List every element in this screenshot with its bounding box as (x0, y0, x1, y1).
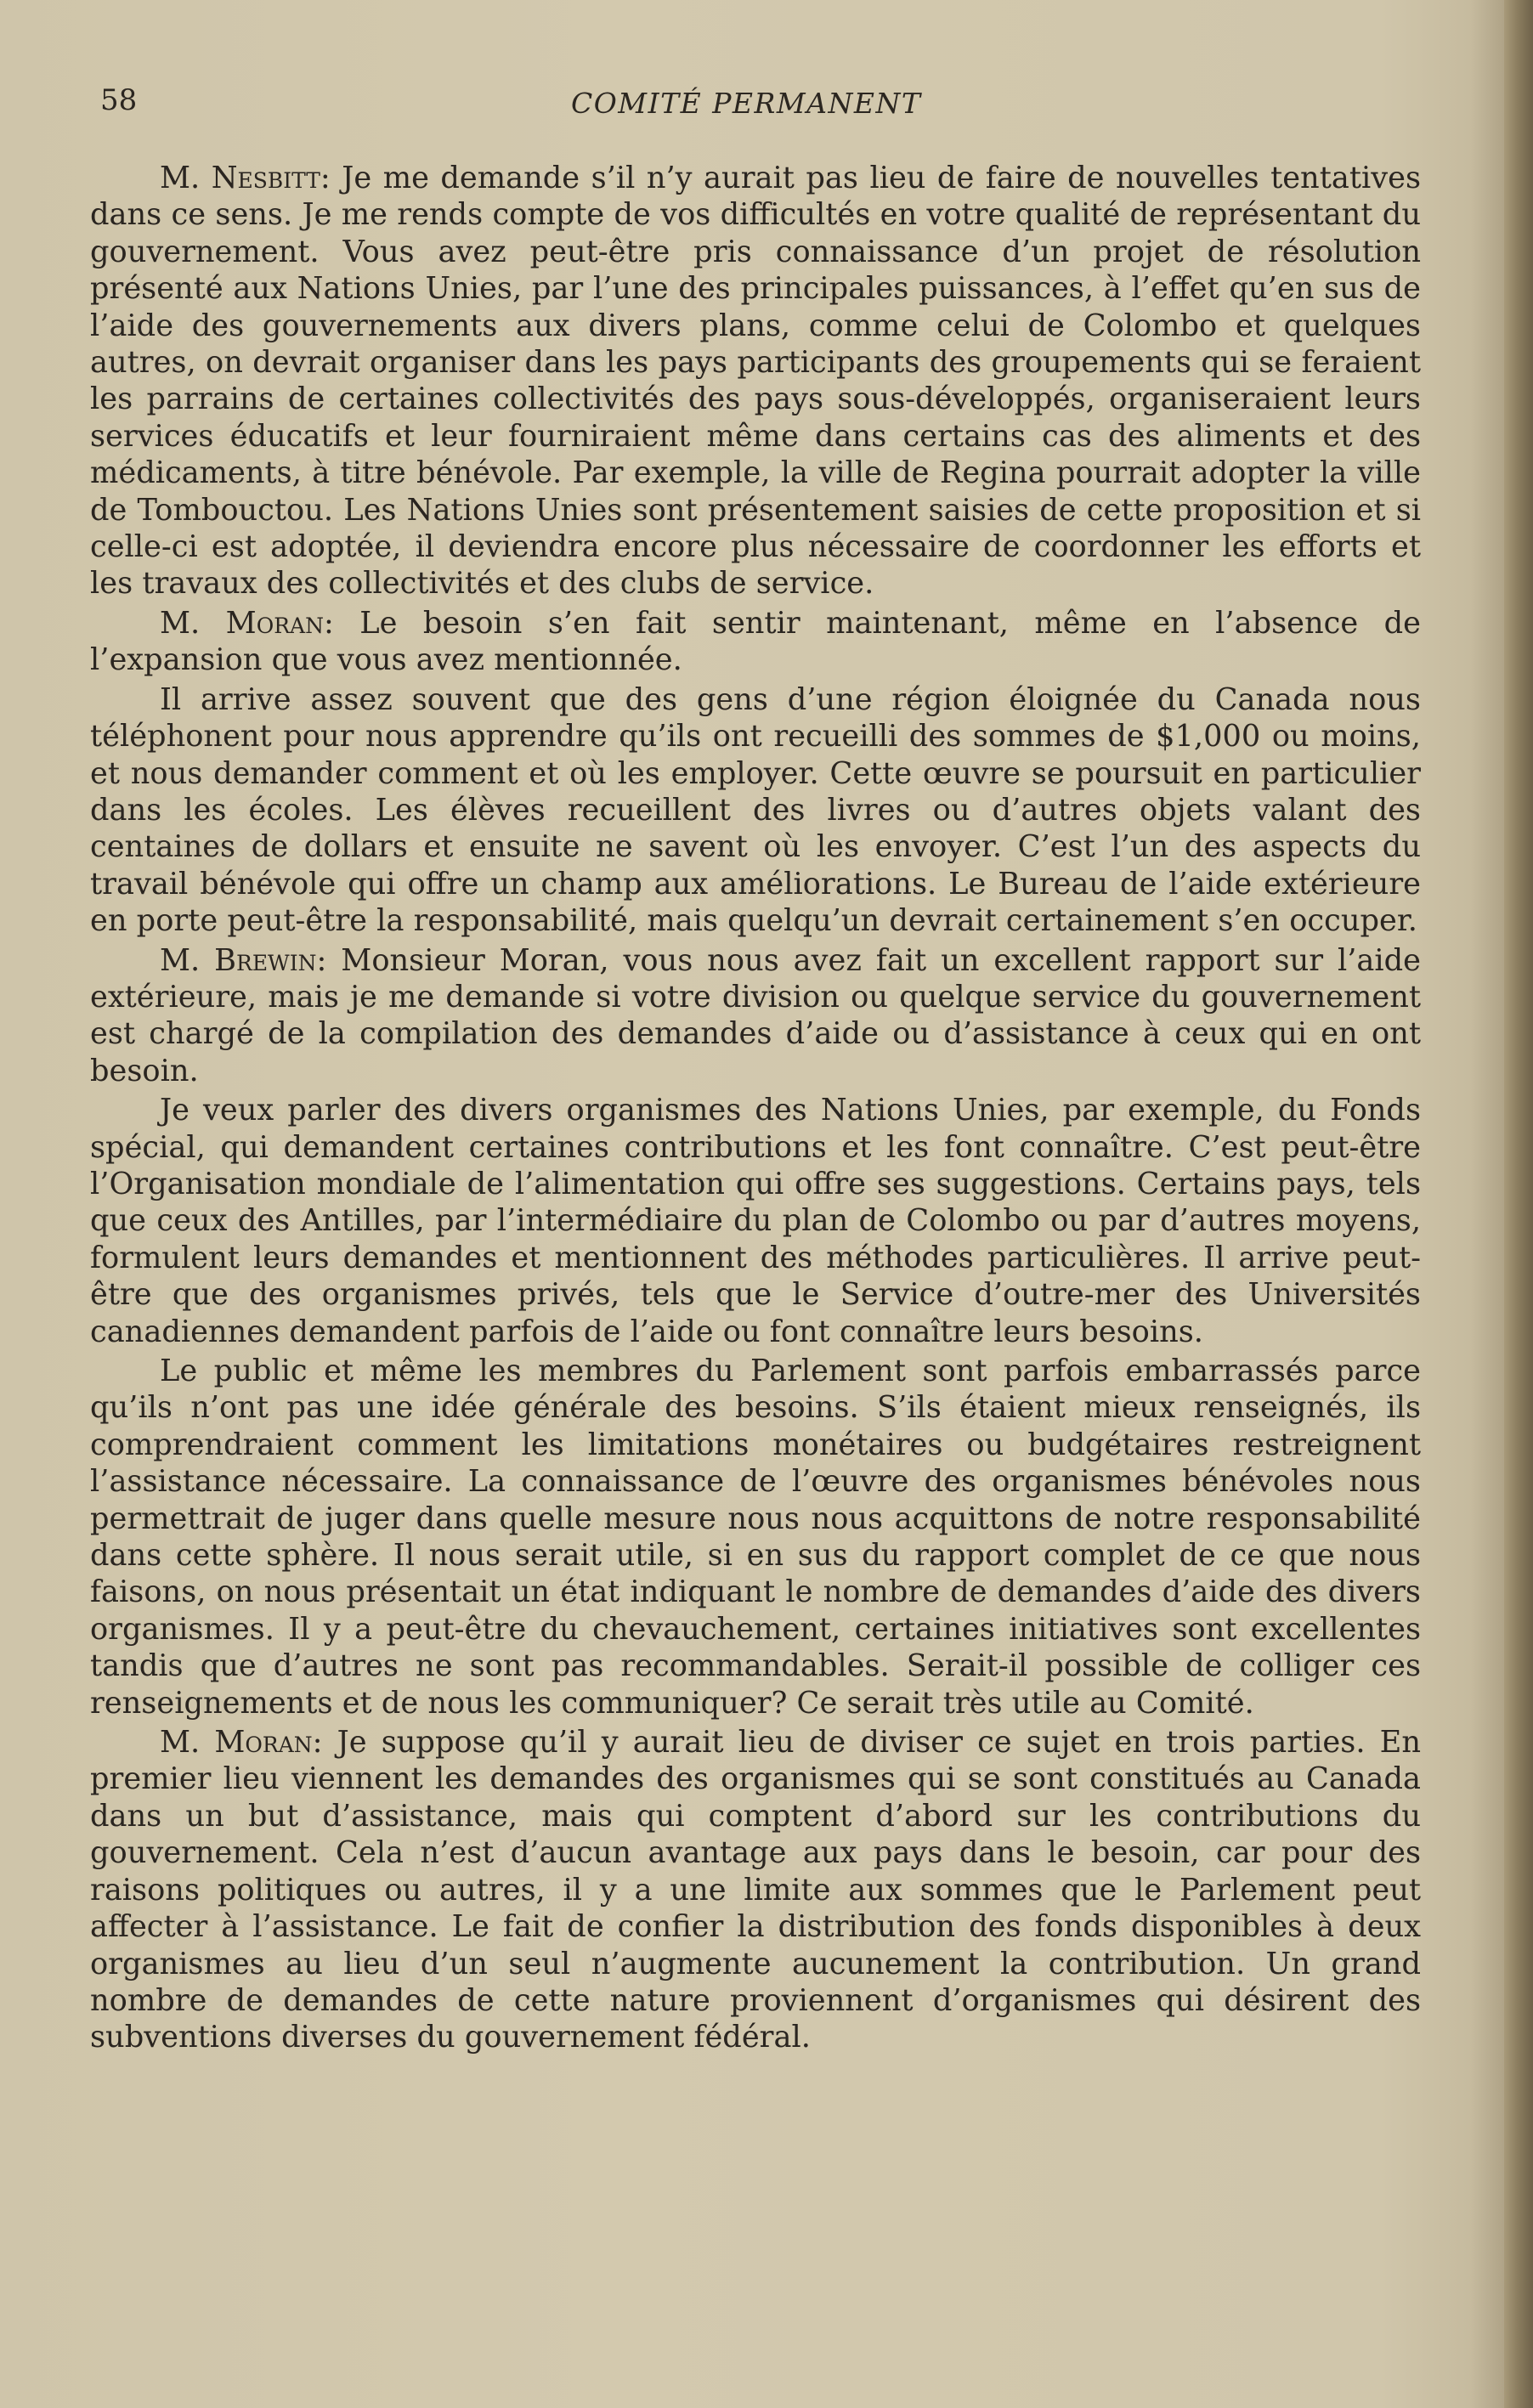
speaker-name: M. Brewin: (160, 942, 327, 978)
binding-shadow (1470, 0, 1504, 2408)
paragraph-text: Monsieur Moran, vous nous avez fait un excellent rapport sur l’aide extérieure, mais je me demande si votre division ou quelque service du gouvernement est chargé de la compilation des demandes d’aide ou d’assistance à ceux qui en ont besoin. (90, 942, 1421, 1088)
speaker-name: M. Moran: (160, 1725, 323, 1761)
page-number: 58 (100, 83, 138, 117)
paragraph-text: Je suppose qu’il y aurait lieu de diviser ce sujet en trois parties. En premier lieu viennent les demandes des organismes qui se sont constitués au Canada dans un but d’assistance, mais qui comptent d’abord sur les contributions du gouvernement. Cela n’est d’aucun avantage aux pays dans le besoin, car pour des raisons politiques ou autres, il y a une limite aux sommes que le Parlement peut affecter à l’assistance. Le fait de confier la distribution des fonds disponibles à deux organismes au lieu d’un seul n’augmente aucunement la contribution. Un grand nombre de demandes de cette nature proviennent d’organismes qui désirent des subventions diverses du gouvernement fédéral. (90, 1725, 1421, 2055)
book-spine (1504, 0, 1533, 2408)
page-header (0, 83, 1533, 134)
speaker-name: M. Moran: (160, 605, 334, 641)
paragraph-text: Je veux parler des divers organismes des Nations Unies, par exemple, du Fonds spécial, qui demandent certaines contributions et les font connaître. C’est peut-être l’Organisation mondiale de l’alimentation qui offre ses suggestions. Certains pays, tels que ceux des Antilles, par l’intermédiaire du plan de Colombo ou par d’autres moyens, formulent leurs demandes et mentionnent des méthodes particulières. Il arrive peut-être que des organismes privés, tels que le Service d’outre-mer des Universités canadiennes demandent parfois de l’aide ou font connaître leurs besoins. (90, 1093, 1421, 1349)
paragraph-text: Le besoin s’en fait sentir maintenant, même en l’absence de l’expansion que vous avez mentionnée. (90, 605, 1421, 678)
paragraph-text: Il arrive assez souvent que des gens d’une région éloignée du Canada nous téléphonent pour nous apprendre qu’ils ont recueilli des sommes de $1,000 ou moins, et nous demander comment et où les employer. Cette œuvre se poursuit en particulier dans les écoles. Les élèves recueillent des livres ou d’autres objets valant des centaines de dollars et ensuite ne savent où les envoyer. C’est l’un des aspects du travail bénévole qui offre un champ aux améliorations. Le Bureau de l’aide extérieure en porte peut-être la responsabilité, mais quelqu’un devrait certainement s’en occuper. (90, 681, 1421, 939)
paragraph (90, 1353, 1421, 1721)
body-text (90, 160, 1421, 2059)
paragraph (90, 942, 1421, 1090)
paragraph (90, 681, 1421, 940)
paragraph (90, 1724, 1421, 2056)
paragraph-text: Je me demande s’il n’y aurait pas lieu de faire de nouvelles tentatives dans ce sens. Je me rends compte de vos difficultés en votre qualité de représentant du gouvernement. Vous avez peut-être pris connaissance d’un projet de résolution présenté aux Nations Unies, par l’une des principales puissances, à l’effet qu’en sus de l’aide des gouvernements aux divers plans, comme celui de Colombo et quelques autres, on devrait organiser dans les pays participants des groupements qui se feraient les parrains de certaines collectivités des pays sous-développés, organiseraient leurs services éducatifs et leur fourniraient même dans certains cas des aliments et des médicaments, à titre bénévole. Par exemple, la ville de Regina pourrait adopter la ville de Tombouctou. Les Nations Unies sont présentement saisies de cette proposition et si celle-ci est adoptée, il deviendra encore plus nécessaire de coordonner les efforts et les travaux des collectivités et des clubs de service. (90, 161, 1421, 602)
paragraph (90, 605, 1421, 679)
speaker-name: M. Nesbitt: (160, 161, 331, 195)
paragraph-text: Le public et même les membres du Parlement sont parfois embarrassés parce qu’ils n’ont pas une idée générale des besoins. S’ils étaient mieux renseignés, ils comprendraient comment les limitations monétaires ou budgétaires restreignent l’assistance nécessaire. La connaissance de l’œuvre des organismes bénévoles nous permettrait de juger dans quelle mesure nous nous acquittons de notre responsabilité dans cette sphère. Il nous serait utile, si en sus du rapport complet de ce que nous faisons, on nous présentait un état indiquant le nombre de demandes d’aide des divers organismes. Il y a peut-être du chevauchement, certaines initiatives sont excellentes tandis que d’autres ne sont pas recommandables. Serait-il possible de colliger ces renseignements et de nous les communiquer? Ce serait très utile au Comité. (90, 1354, 1421, 1721)
paragraph (90, 1092, 1421, 1350)
paragraph (90, 160, 1421, 602)
running-title: COMITÉ PERMANENT (571, 87, 922, 120)
